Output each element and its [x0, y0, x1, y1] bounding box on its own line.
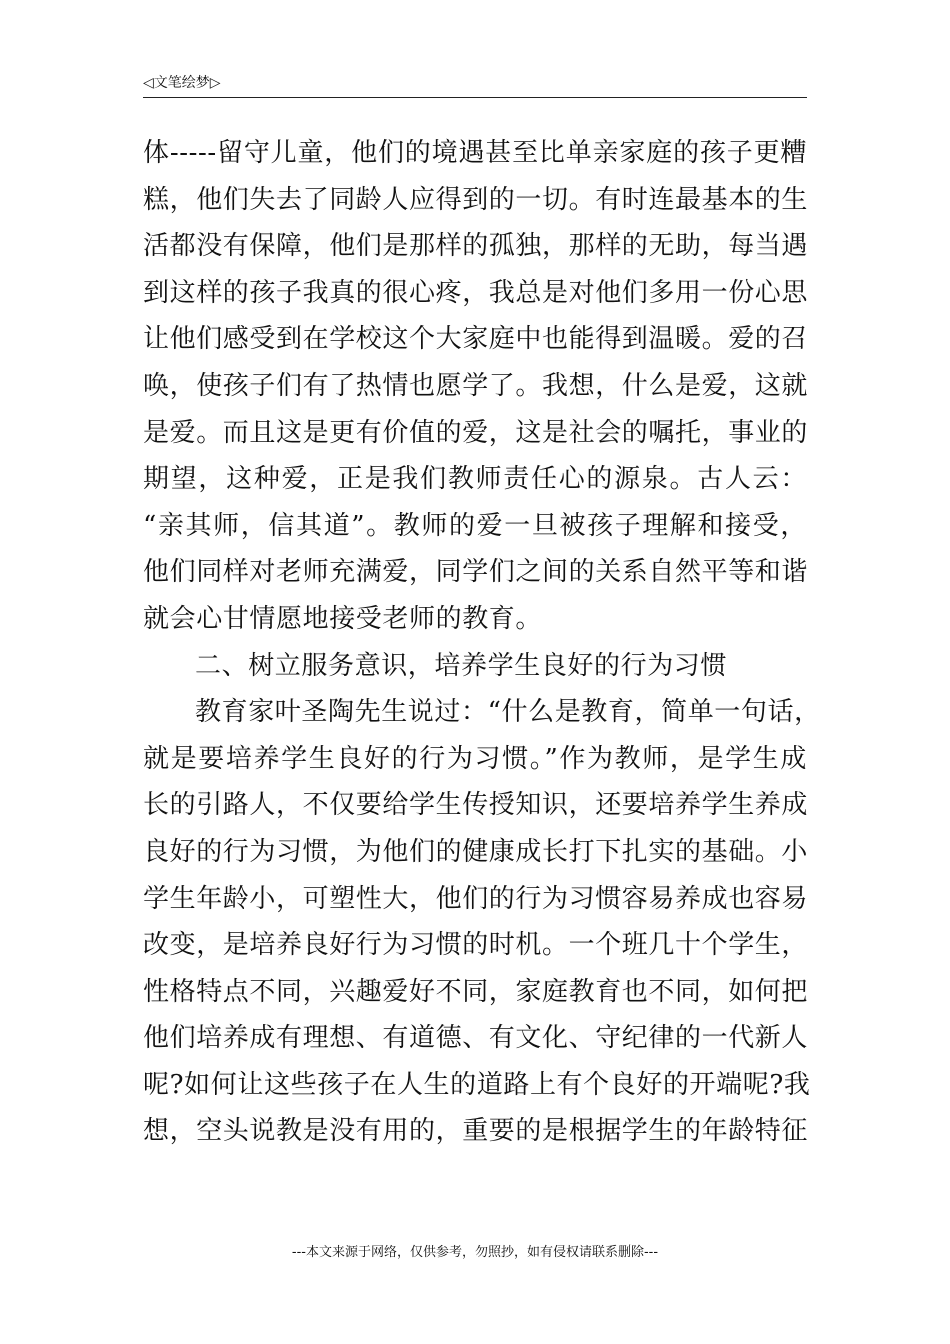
text-line: 活都没有保障，他们是那样的孤独，那样的无助，每当遇: [143, 231, 809, 262]
text-line: 糕，他们失去了同龄人应得到的一切。有时连最基本的生: [143, 184, 809, 215]
text-line: 就会心甘情愿地接受老师的教育。: [143, 603, 543, 634]
text-line: “亲其师，信其道”。教师的爱一旦被孩子理解和接受，: [143, 510, 807, 541]
page-footer: ---本文来源于网络，仅供参考，勿照抄，如有侵权请联系删除---: [291, 1245, 659, 1260]
text-line: 体-----留守儿童，他们的境遇甚至比单亲家庭的孩子更糟: [143, 138, 807, 168]
text-line: 改变，是培养良好行为习惯的时机。一个班几十个学生，: [143, 930, 809, 961]
text-line: 他们同样对老师充满爱，同学们之间的关系自然平等和谐: [143, 557, 809, 588]
text-line: 性格特点不同，兴趣爱好不同，家庭教育也不同，如何把: [143, 976, 809, 1007]
text-line: 唤，使孩子们有了热情也愿学了。我想，什么是爱，这就: [143, 370, 809, 401]
header-title: ◁文笔绘梦▷: [143, 75, 221, 91]
text-line: 他们培养成有理想、有道德、有文化、守纪律的一代新人: [143, 1023, 809, 1054]
text-line: 良好的行为习惯，为他们的健康成长打下扎实的基础。小: [143, 836, 809, 867]
text-line: 到这样的孩子我真的很心疼，我总是对他们多用一份心思: [143, 277, 809, 308]
text-line: 学生年龄小，可塑性大，他们的行为习惯容易养成也容易: [143, 883, 809, 914]
text-line: 让他们感受到在学校这个大家庭中也能得到温暖。爱的召: [143, 324, 809, 355]
text-line: 想，空头说教是没有用的，重要的是根据学生的年龄特征: [143, 1116, 809, 1147]
text-line: 期望，这种爱，正是我们教师责任心的源泉。古人云：: [143, 464, 807, 495]
document-body: [143, 130, 821, 1155]
text-line: 是爱。而且这是更有价值的爱，这是社会的嘱托，事业的: [143, 417, 809, 448]
text-line: 长的引路人，不仅要给学生传授知识，还要培养学生养成: [143, 790, 809, 821]
text-line: 呢?如何让这些孩子在人生的道路上有个良好的开端呢?我: [143, 1069, 811, 1100]
section-heading: 二、树立服务意识，培养学生良好的行为习惯: [195, 650, 728, 681]
page-header: [143, 74, 807, 98]
text-line: 教育家叶圣陶先生说过：“什么是教育，简单一句话，: [195, 697, 821, 728]
text-line: 就是要培养学生良好的行为习惯。”作为教师，是学生成: [143, 743, 807, 774]
